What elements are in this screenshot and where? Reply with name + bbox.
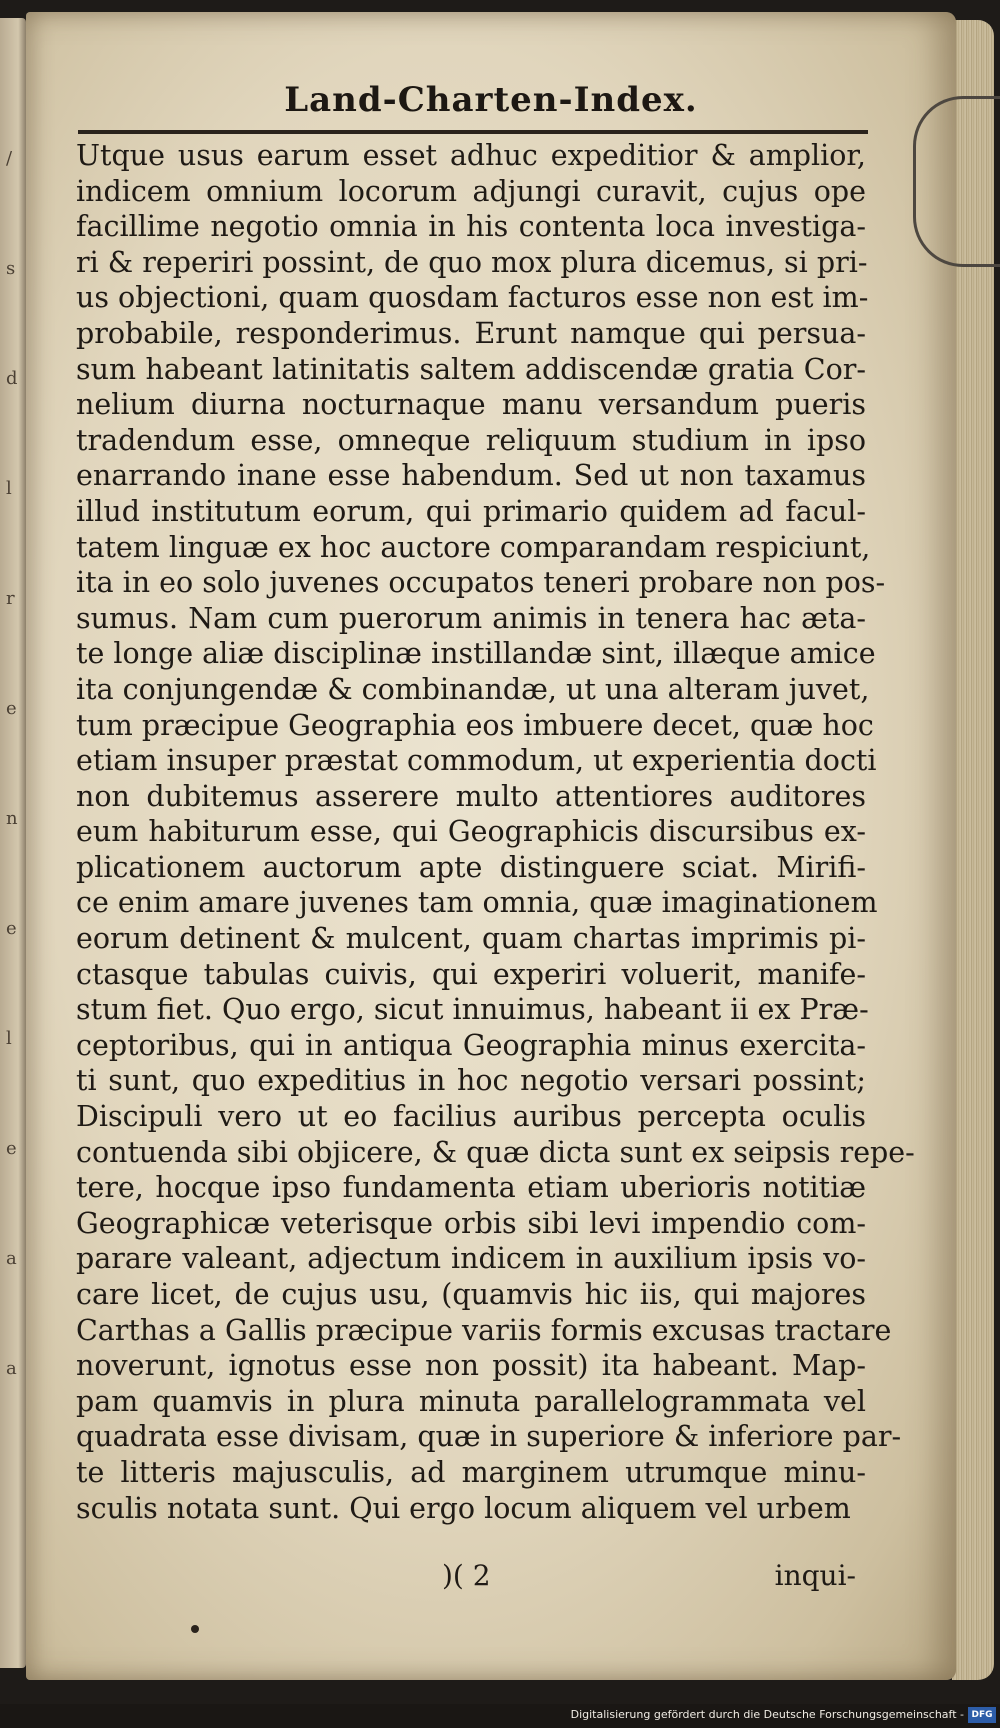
header-rule <box>78 130 868 134</box>
text-line: quadrata esse divisam, quæ in superiore & inferiore par- <box>76 1420 902 1454</box>
facing-page-letter: a <box>6 1248 17 1269</box>
text-line: Carthas a Gallis præcipue variis formis excusas tractare <box>76 1313 892 1347</box>
text-line: tradendum esse, omneque reliquum studium in ipso <box>76 423 866 457</box>
facing-page-letter: a <box>6 1358 17 1379</box>
text-line: tum præcipue Geographia eos imbuere decet, quæ hoc <box>76 708 874 742</box>
facing-page-letter: r <box>6 588 15 609</box>
book-page <box>26 12 956 1680</box>
text-line: illud institutum eorum, qui primario quidem ad facul- <box>76 494 866 528</box>
credit-text: Digitalisierung gefördert durch die Deutsche Forschungsgemeinschaft - <box>570 1708 964 1721</box>
text-line: te litteris majusculis, ad marginem utrumque minu- <box>76 1455 866 1489</box>
text-line: Geographicæ veterisque orbis sibi levi impendio com- <box>76 1206 866 1240</box>
text-line: enarrando inane esse habendum. Sed ut non taxamus <box>76 459 866 493</box>
text-line: Discipuli vero ut eo facilius auribus percepta oculis <box>76 1100 866 1134</box>
text-line: care licet, de cujus usu, (quamvis hic iis, qui majores <box>76 1278 866 1311</box>
text-line: facillime negotio omnia in his contenta loca investiga- <box>76 210 866 244</box>
text-line: ceptoribus, qui in antiqua Geographia minus exercita- <box>76 1028 866 1062</box>
text-line: ce enim amare juvenes tam omnia, quæ imaginationem <box>76 886 878 920</box>
credit-bar <box>0 1704 1000 1728</box>
text-line: non dubitemus asserere multo attentiores auditores <box>76 779 866 813</box>
text-line: te longe aliæ disciplinæ instillandæ sint, illæque amice <box>76 637 876 671</box>
text-line: indicem omnium locorum adjungi curavit, cujus ope <box>76 174 866 208</box>
text-line: stum fiet. Quo ergo, sicut innuimus, habeant ii ex Præ- <box>76 993 869 1027</box>
text-line: pam quamvis in plura minuta parallelogrammata vel <box>76 1384 866 1418</box>
text-line: sum habeant latinitatis saltem addiscendæ gratia Cor- <box>76 352 866 386</box>
text-line: tatem linguæ ex hoc auctore comparandam respiciunt, <box>76 530 871 564</box>
text-line: plicationem auctorum apte distinguere sciat. Mirifi- <box>76 850 866 884</box>
bookmark-clip <box>913 96 1000 267</box>
dfg-logo: DFG <box>968 1707 996 1723</box>
text-line: Utque usus earum esset adhuc expeditior & amplior, <box>76 139 866 172</box>
text-line: etiam insuper præstat commodum, ut experientia docti <box>76 744 877 778</box>
text-line: noverunt, ignotus esse non possit) ita habeant. Map- <box>76 1349 866 1383</box>
text-line: sumus. Nam cum puerorum animis in tenera hac æta- <box>76 601 866 635</box>
text-line: probabile, responderimus. Erunt namque qui persua- <box>76 316 866 350</box>
text-line: nelium diurna nocturnaque manu versandum pueris <box>76 388 866 422</box>
text-line: contuenda sibi objicere, & quæ dicta sunt ex seipsis repe- <box>76 1135 915 1169</box>
body-text <box>76 138 915 1526</box>
page-block-edges <box>952 20 994 1680</box>
signature-mark: )( 2 <box>442 1559 491 1592</box>
ink-dot <box>191 1625 199 1633</box>
text-line: parare valeant, adjectum indicem in auxilium ipsis vo- <box>76 1242 866 1276</box>
facing-page-letter: l <box>6 1028 12 1049</box>
facing-page-letter: s <box>6 258 16 279</box>
running-header: Land-Charten-Index. <box>284 80 698 120</box>
facing-page-letter: e <box>6 918 17 939</box>
text-line: sculis notata sunt. Qui ergo locum aliquem vel urbem <box>76 1491 851 1525</box>
text-line: ita in eo solo juvenes occupatos teneri probare non pos- <box>76 566 886 600</box>
text-line: eum habiturum esse, qui Geographicis discursibus ex- <box>76 815 866 849</box>
facing-page-letter: d <box>6 368 18 389</box>
text-line: us objectioni, quam quosdam facturos esse non est im- <box>76 281 869 315</box>
catchword: inqui- <box>774 1559 856 1592</box>
facing-page-letter: e <box>6 698 17 719</box>
text-line: ita conjungendæ & combinandæ, ut una alteram juvet, <box>76 672 870 706</box>
facing-page-letter: / <box>6 148 13 169</box>
facing-page-edge <box>0 18 26 1668</box>
text-line: tere, hocque ipso fundamenta etiam uberioris notitiæ <box>76 1171 866 1205</box>
text-line: ri & reperiri possint, de quo mox plura dicemus, si pri- <box>76 245 868 279</box>
text-line: ctasque tabulas cuivis, qui experiri voluerit, manife- <box>76 957 866 991</box>
facing-page-letter: e <box>6 1138 17 1159</box>
facing-page-letter: n <box>6 808 18 829</box>
facing-page-letter: l <box>6 478 12 499</box>
text-line: ti sunt, quo expeditius in hoc negotio versari possint; <box>76 1064 866 1098</box>
page-footer <box>76 1559 866 1595</box>
text-line: eorum detinent & mulcent, quam chartas imprimis pi- <box>76 922 866 956</box>
